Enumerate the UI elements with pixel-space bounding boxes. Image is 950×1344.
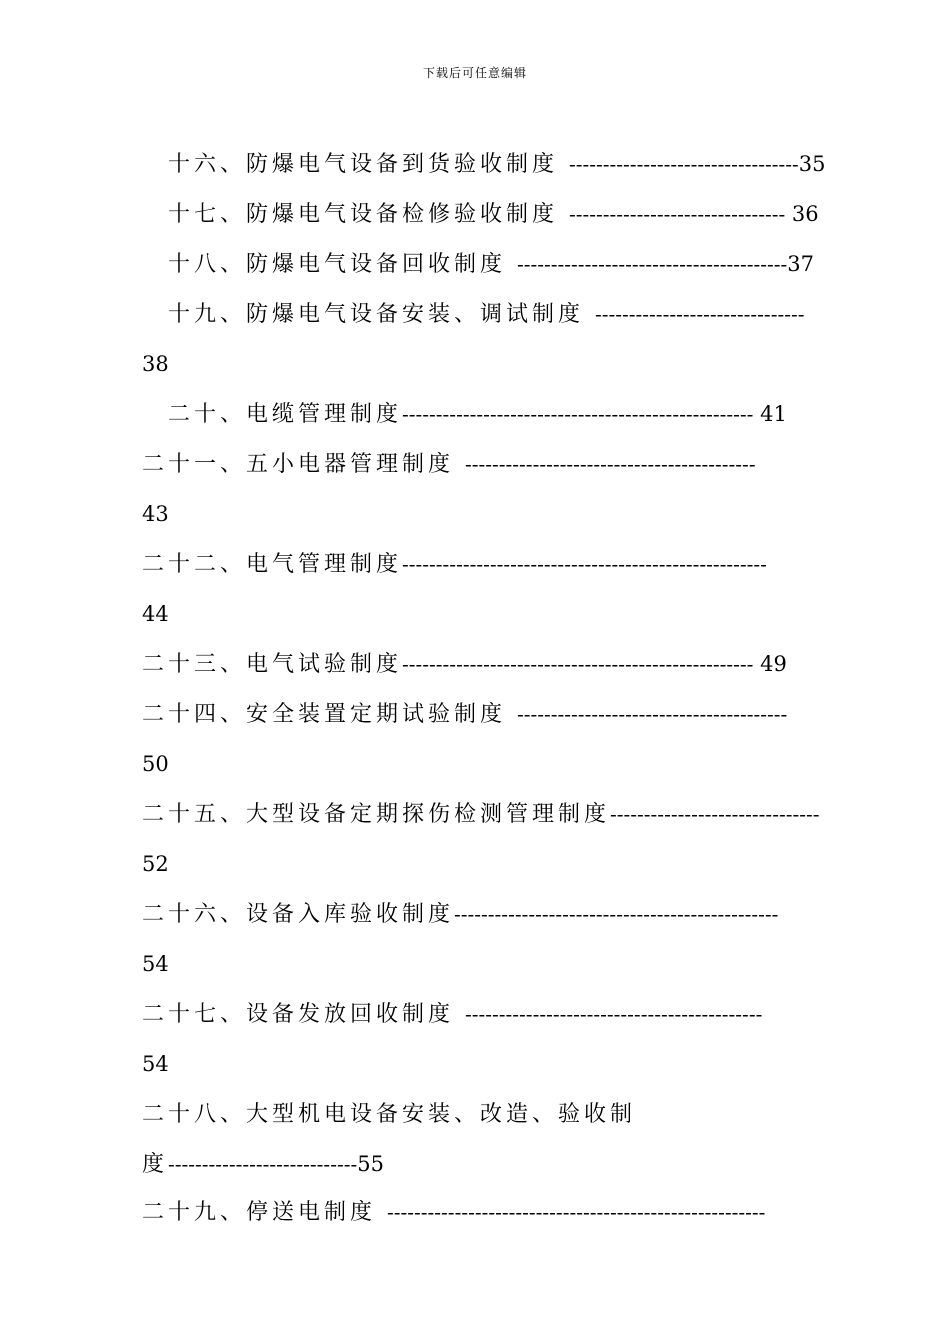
toc-entry-page: 43 bbox=[141, 502, 169, 526]
toc-entry-title: 二十四、安全装置定期试验制度 bbox=[141, 702, 517, 727]
toc-entry-23[interactable] bbox=[114, 622, 787, 677]
toc-entry-leader: ------------------------------- bbox=[594, 302, 805, 326]
toc-entry-page: 36 bbox=[785, 202, 819, 226]
toc-entry-page: 50 bbox=[141, 752, 169, 776]
toc-entry-27-page[interactable] bbox=[114, 1022, 169, 1076]
toc-entry-22-page[interactable] bbox=[114, 572, 169, 626]
toc-entry-leader: ---------------------------------------------------- bbox=[402, 652, 754, 676]
toc-entry-page: 37 bbox=[787, 252, 815, 276]
toc-entry-leader: ---------------------------------------- bbox=[516, 252, 788, 276]
toc-entry-title: 二十八、大型机电设备安装、改造、验收制 bbox=[141, 1102, 636, 1127]
toc-entry-page: 44 bbox=[141, 602, 169, 626]
toc-entry-title: 十六、防爆电气设备到货验收制度 bbox=[167, 152, 569, 177]
toc-entry-page: 54 bbox=[141, 1052, 169, 1076]
toc-entry-leader: -------------------------------------------------------- bbox=[386, 1200, 766, 1224]
toc-entry-title: 度 bbox=[141, 1152, 168, 1177]
toc-entry-19[interactable] bbox=[140, 272, 805, 327]
toc-entry-leader: -------------------------------- bbox=[568, 202, 786, 226]
toc-entry-27[interactable] bbox=[114, 972, 763, 1027]
toc-entry-title: 二十五、大型设备定期探伤检测管理制度 bbox=[141, 802, 610, 827]
toc-entry-leader: ---------------------------------------- bbox=[516, 702, 788, 726]
toc-entry-25[interactable] bbox=[114, 772, 820, 827]
toc-entry-title: 二十三、电气试验制度 bbox=[141, 652, 402, 677]
toc-entry-page: 38 bbox=[141, 352, 169, 376]
toc-entry-page: 35 bbox=[798, 152, 826, 176]
toc-entry-title: 二十七、设备发放回收制度 bbox=[141, 1002, 465, 1027]
page-header: 下载后可任意编辑 bbox=[422, 66, 527, 80]
toc-entry-leader: -------------------------------------------- bbox=[464, 1002, 763, 1026]
toc-entry-title: 二十一、五小电器管理制度 bbox=[141, 452, 465, 477]
toc-entry-16[interactable] bbox=[140, 122, 826, 177]
toc-entry-leader: ---------------------------------------------------- bbox=[402, 402, 754, 426]
toc-entry-24-page[interactable] bbox=[114, 722, 169, 776]
toc-entry-page: 55 bbox=[357, 1152, 384, 1176]
toc-entry-28[interactable] bbox=[114, 1072, 636, 1127]
toc-entry-18[interactable] bbox=[140, 222, 815, 277]
toc-entry-title: 二十六、设备入库验收制度 bbox=[141, 902, 454, 927]
toc-entry-29[interactable] bbox=[114, 1170, 766, 1225]
toc-entry-title: 十九、防爆电气设备安装、调试制度 bbox=[167, 302, 595, 327]
toc-entry-20[interactable] bbox=[140, 372, 787, 427]
toc-entry-24[interactable] bbox=[114, 672, 788, 727]
toc-entry-26-page[interactable] bbox=[114, 922, 169, 976]
toc-entry-leader: ---------------------------- bbox=[168, 1152, 358, 1176]
toc-entry-leader: ------------------------------------------- bbox=[464, 452, 756, 476]
toc-entry-title: 二十、电缆管理制度 bbox=[167, 402, 402, 427]
toc-entry-page: 54 bbox=[141, 952, 169, 976]
toc-entry-page: 52 bbox=[141, 852, 169, 876]
toc-entry-28-continued[interactable] bbox=[114, 1122, 384, 1177]
toc-entry-title: 二十二、电气管理制度 bbox=[141, 552, 402, 577]
toc-entry-17[interactable] bbox=[140, 172, 819, 227]
toc-entry-title: 十八、防爆电气设备回收制度 bbox=[167, 252, 517, 277]
toc-entry-leader: ------------------------------------------------ bbox=[454, 902, 779, 926]
toc-entry-21[interactable] bbox=[114, 422, 756, 477]
toc-entry-22[interactable] bbox=[114, 522, 767, 577]
toc-entry-leader: ------------------------------------------------------ bbox=[402, 552, 767, 576]
toc-entry-leader: ------------------------------- bbox=[610, 802, 820, 826]
toc-entry-page: 41 bbox=[753, 402, 787, 426]
toc-entry-leader: ---------------------------------- bbox=[568, 152, 799, 176]
toc-entry-title: 十七、防爆电气设备检修验收制度 bbox=[167, 202, 569, 227]
toc-entry-26[interactable] bbox=[114, 872, 779, 927]
toc-entry-title: 二十九、停送电制度 bbox=[141, 1200, 387, 1225]
toc-entry-21-page[interactable] bbox=[114, 472, 169, 526]
toc-entry-19-page[interactable] bbox=[114, 322, 169, 376]
toc-entry-25-page[interactable] bbox=[114, 822, 169, 876]
toc-entry-page: 49 bbox=[753, 652, 787, 676]
